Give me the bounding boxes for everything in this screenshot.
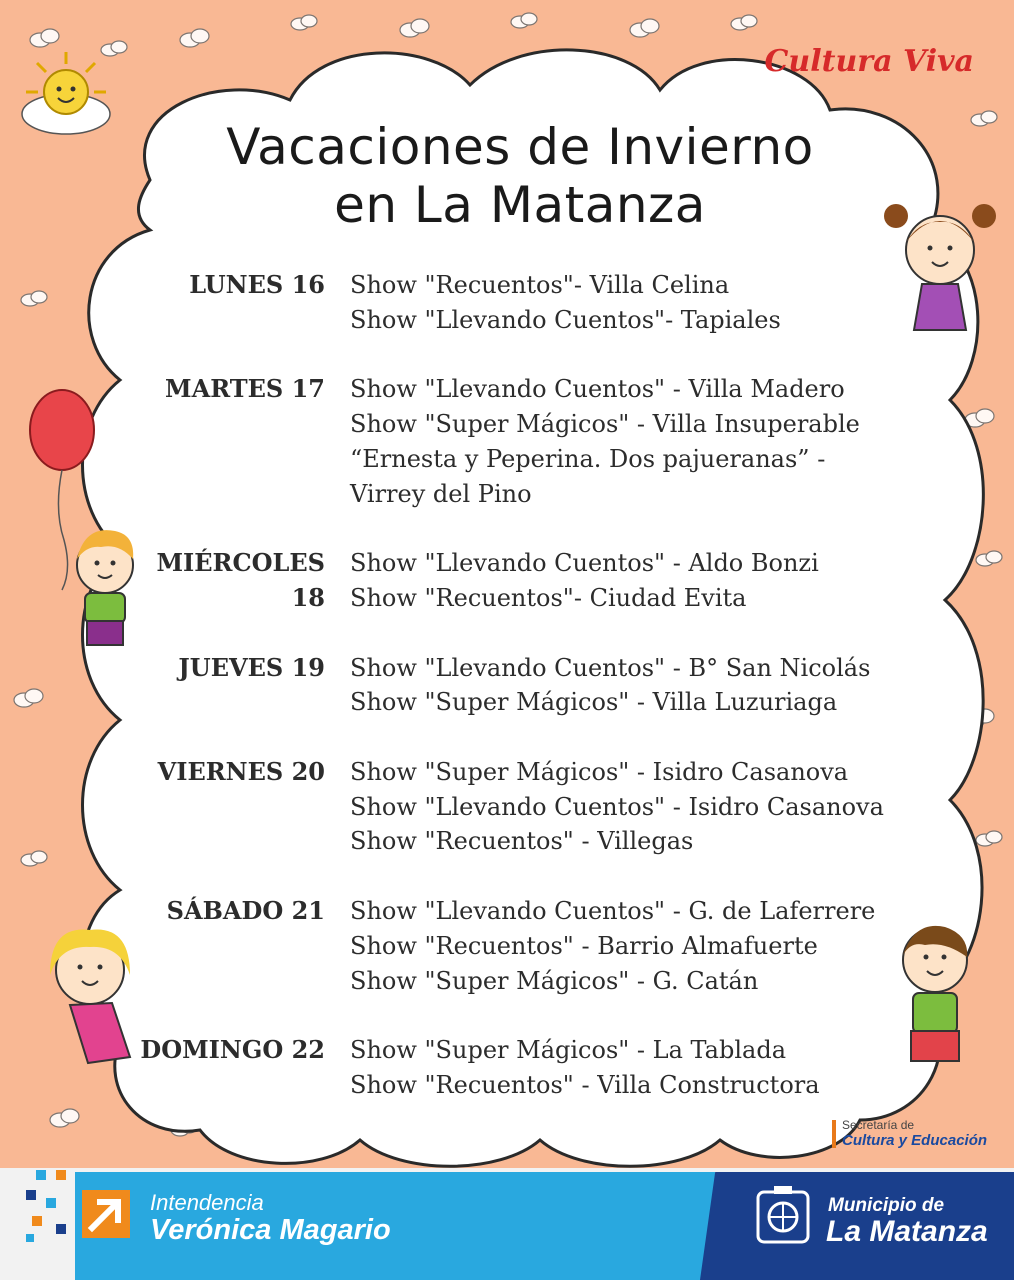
event-item: Show "Super Mágicos" - Villa Insuperable — [350, 410, 860, 439]
event-list — [350, 268, 940, 337]
event-list — [350, 894, 940, 998]
secretaria-logo — [832, 1118, 987, 1150]
day-label: LUNES 16 — [189, 270, 325, 299]
event-list — [350, 372, 940, 511]
small-cloud — [971, 111, 997, 126]
event-item: Show "Llevando Cuentos" - B° San Nicolás — [350, 653, 871, 682]
small-cloud — [50, 1109, 79, 1127]
event-item: “Ernesta y Peperina. Dos pajueranas” - — [350, 444, 826, 473]
day-label: MIÉRCOLES 18 — [156, 548, 325, 612]
small-cloud — [101, 41, 127, 56]
event-item: Virrey del Pino — [350, 479, 532, 508]
event-item: Show "Llevando Cuentos" - Villa Madero — [350, 375, 845, 404]
schedule-day-block — [140, 894, 940, 998]
intendencia-name: Verónica Magario — [150, 1214, 391, 1246]
schedule-day-block — [140, 651, 940, 720]
title-line-2: en La Matanza — [334, 176, 706, 234]
event-list — [350, 755, 940, 859]
event-item: Show "Llevando Cuentos" - Isidro Casanova — [350, 792, 884, 821]
schedule-day-block — [140, 1033, 940, 1102]
small-cloud — [976, 831, 1002, 846]
day-label: MARTES 17 — [165, 374, 325, 404]
municipio-label: Municipio de — [828, 1195, 945, 1216]
sun-icon — [22, 52, 110, 134]
event-item: Show "Recuentos" - Villa Constructora — [350, 1070, 820, 1099]
schedule-day-block — [140, 268, 940, 337]
small-cloud — [21, 291, 47, 306]
event-item: Show "Recuentos" - Barrio Almafuerte — [350, 931, 818, 960]
event-item: Show "Super Mágicos" - Villa Luzuriaga — [350, 688, 838, 717]
day-label: SÁBADO 21 — [166, 896, 325, 926]
event-item: Show "Llevando Cuentos" - Aldo Bonzi — [350, 549, 819, 578]
event-item: Show "Super Mágicos" - La Tablada — [350, 1036, 787, 1065]
arrow-icon — [82, 1190, 130, 1238]
event-item: Show "Super Mágicos" - Isidro Casanova — [350, 758, 849, 787]
schedule-day-block — [140, 372, 940, 511]
small-cloud — [400, 19, 429, 37]
event-item: Show "Llevando Cuentos" - G. de Laferrere — [350, 897, 876, 926]
schedule-day-block — [140, 755, 940, 859]
small-cloud — [976, 551, 1002, 566]
page-title — [150, 118, 890, 234]
event-item: Show "Super Mágicos" - G. Catán — [350, 966, 759, 995]
schedule-list — [140, 268, 940, 1138]
small-cloud — [30, 29, 59, 47]
secretaria-small-label: Secretaría de — [842, 1118, 915, 1132]
event-list — [350, 651, 940, 720]
event-item: Show "Recuentos" - Villegas — [350, 827, 694, 856]
small-cloud — [14, 689, 43, 707]
title-line-1: Vacaciones de Invierno — [226, 118, 814, 176]
small-cloud — [965, 409, 994, 427]
small-cloud — [21, 851, 47, 866]
day-label: VIERNES 20 — [157, 757, 325, 787]
brand-logo-cultura-viva: Cultura Viva — [764, 44, 974, 79]
small-cloud — [180, 29, 209, 47]
crest-icon — [752, 1186, 814, 1248]
secretaria-big-label: Cultura y Educación — [842, 1132, 988, 1149]
schedule-day-block — [140, 546, 940, 615]
secretaria-accent-bar — [832, 1120, 836, 1148]
event-item: Show "Recuentos"- Villa Celina — [350, 271, 730, 299]
municipio-name: La Matanza — [826, 1215, 988, 1248]
small-cloud — [291, 15, 317, 30]
intendencia-label: Intendencia — [150, 1190, 264, 1215]
small-cloud — [731, 15, 757, 30]
event-list — [350, 1033, 940, 1102]
day-label: DOMINGO 22 — [140, 1035, 325, 1065]
day-label: JUEVES 19 — [178, 652, 325, 682]
event-item: Show "Recuentos"- Ciudad Evita — [350, 583, 747, 612]
small-cloud — [630, 19, 659, 37]
small-cloud — [511, 13, 537, 28]
pixel-decoration — [22, 1168, 82, 1248]
event-list — [350, 546, 940, 615]
event-item: Show "Llevando Cuentos"- Tapiales — [350, 305, 781, 334]
